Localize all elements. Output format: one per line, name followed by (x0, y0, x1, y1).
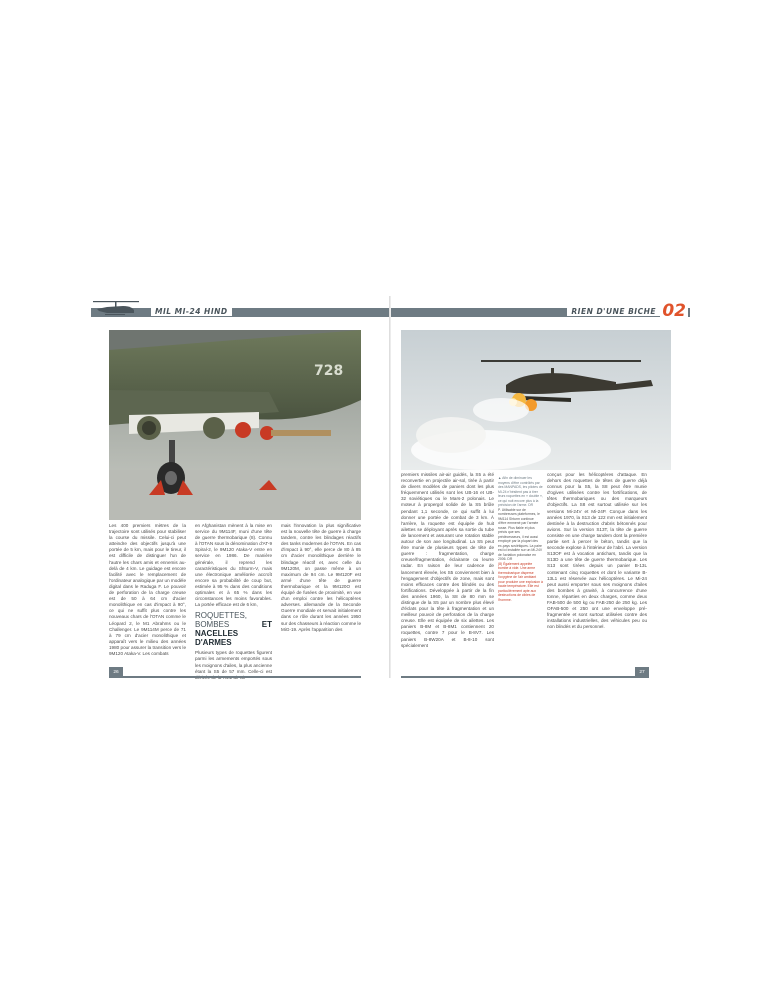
captions-column (498, 476, 543, 626)
running-title: MIL MI-24 HIND (151, 307, 232, 316)
left-column-1 (109, 523, 186, 665)
body-text: Les 400 premiers mètres de la trajectoire sont utilisés pour stabiliser la course du missile. Celui-ci peut atteindre des objectifs jusqu'à une portée de 5 km, mais pour le tireur, il est difficile de distinguer l'un de l'autre les chars amis et ennemis au-delà de 4 km. Le guidage est encore facilité avec le remplacement de l'ordinateur analogique par un modèle digital dans le Raduga F. Le pouvoir de perforation de la charge creuse est de 50 à 64 cm d'acier monolithique en cas d'impact à 90°, ce qui ne suffit plus contre les nouveaux chars de l'OTAN comme le Léopard 2, le M1 Abrahms ou le Challenger. Le 9M114M perce de 71 à 79 cm d'acier monolithique et apparaît vers le milieu des années 1980 pour assurer la transition vers le 9M120 Ataka-V. Les combats (109, 523, 186, 656)
body-text: en Afghanistan mènent à la mise en service du 9M114F, muni d'une tête de guerre thermobarique (8). Connu à l'OTAN sous la dénomination d'AT-9 Spiral-2, le 9M120 Ataka-V entre en service en 1986. De manière générale, il reprend les caractéristiques du Shturm-V, mais une électronique améliorée accroît encore sa probabilité de coup but, estimée à 95 % dans des conditions optimales et à 65 % dans les circonstances les moins favorables. La portée efficace est de 6 km, (195, 523, 272, 608)
right-header (391, 296, 690, 326)
subheading-accent: ET NACELLES D'ARMES (195, 620, 272, 648)
right-column-3 (547, 472, 647, 665)
footnote: (8) Également appelée bombe à vide. Une arme thermobarique disperse l'oxygène de l'air ambiant pour produire une explosion à haute température. Elle est particulièrement apte aux destructions de cibles de l'homme. (498, 561, 543, 602)
page-number: 26 (109, 667, 123, 678)
body-text: Plusieurs types de roquettes figurent parmi les armements emportés sous les moignons d'ailes, la plus ancienne étant la S5 de 57 mm. Celle-ci est (195, 650, 272, 674)
right-page (391, 296, 690, 678)
body-text: conçus pour les hélicoptères d'attaque. En dehors des roquettes de têtes de guerre déjà connus pour la S5, la S8 peut être munie d'ogives utilisées contre les fortifications, de têtes thermobariques ou des marqueurs d'objectifs. La S8 est surtout utilisée sur les versions Mi-24V et Mi-24P. Conçue dans les années 1970, la S13 de 122 mm est initialement destinée à la destruction d'abris bétonnés pour avions. Sur la version S13T, la tête de guerre consiste en une charge tandem dont la première partie sert à percer le béton, tandis que la seconde explose à l'intérieur de l'abri. La version S13OF est à vocation antichars, tandis que la S13D a une tête de guerre thermobarique. Les S13 sont tirées depuis un panier B-13L contenant cinq roquettes et dont le variante B-13L1 est réservée aux hélicoptères. Le Mi-24 peut aussi emporter sous ses moignons d'ailes des bombes à gravité, à concurrence d'une tonne, réparties en deux charges, comme deux FAB-500 de 500 kg ou FAB-250 de 250 kg. Les OFAB-500 et 250 ont une enveloppe pré-fragmentée et sont surtout utilisées contre des installations industrielles, des véhicules peu ou non blindés et du personnel. (547, 472, 647, 630)
body-text: premiers missiles air-air guidés, la S5 a été reconvertie en projectile air-sol, tirée à partir de divers modèles de paniers dont les plus fréquemment utilisés sont les UB-16 et UB-32 soviétiques ou le Mars-2 polonais. Le moteur à propergol solide de la S5 brûle pendant 1,1 seconde, ce qui suffit à lui donner une portée de combat de 3 km. À l'arrière, la roquette est équipée de huit ailettes se déployant après sa sortie du tube de lancement et assurant une rotation stable autour de son axe longitudinal. La S5 peut être munie de plusieurs types de tête de guerre : fragmentation, charge creuse/fragmentation, éclairante ou leurre radar. En raison de leur cadence de lancement élevée, les S5 conviennent bien à l'engagement d'objectifs de zone, mais sont moins efficaces contre des blindés ou des fortifications. Développée à partir de la fin des années 1960, la S8 de 80 mm se distingue de la S5 par un nombre plus élevé d'éclats pour la tête à fragmentation et un meilleur pouvoir de perforation de la charge creuse. Elle est équipée de six ailettes. Les paniers B-8M et B-8M1 contiennent 20 roquettes, contre 7 pour le B-8V7. Les paniers B-8W20A et B-8-10 sont spécialement (401, 472, 494, 648)
photo-helicopter-firing (401, 330, 671, 470)
chapter-number: 02 (662, 301, 686, 321)
section-subheading (195, 611, 272, 647)
helicopter-silhouette-icon (93, 299, 139, 319)
photo-caption: ▲ Afin de diminuer les moyens d'être contrôlés par des MANPADS, les pilotes de Mi-24 n'hésitent pas à tirer leurs roquettes en « double », ce qui nuit encore plus à la précision de l'arme. DR (498, 476, 543, 507)
left-column-2 (195, 523, 272, 674)
page-number: 27 (635, 667, 649, 678)
left-header (91, 296, 389, 326)
magazine-spread (91, 296, 690, 678)
left-page (91, 296, 389, 678)
running-title: RIEN D'UNE BICHE (567, 307, 660, 316)
left-column-3 (281, 523, 361, 665)
right-column-1 (401, 472, 494, 665)
svg-text:728: 728 (314, 363, 344, 379)
photo-caption: P. Utilisable sur de nombreuses plateformes, le 9M114 Shturm continue d'être emmené par l'armée russe. Plus fiable et plus précis que ses prédécesseurs, il est aussi employé par la plupart des ex-pays soviétiques. La paire est ici installée sur un Mi-24V de l'aviation polonaise en 2006. DR (498, 507, 543, 561)
photo-helicopter-rockets (109, 330, 361, 520)
body-text: mais l'innovation la plus significative est la nouvelle tête de guerre à charge tandem, contre les blindages réactifs des tanks modernes de l'OTAN. En cas d'impact à 90°, elle perce de 80 à 85 cm d'acier monolithique derrière le blindage réactif et, avec celle du 9M120M, on passe même à un maximum de 94 cm. Le 9M120F est armé d'une tête de guerre thermobarique et la 9M120O est équipé de fusées de proximité, en vue d'un emploi contre les hélicoptères adverses. allemande de la Seconde Guerre mondiale et servait initialement dans ce rôle durant les années 1950 sur des chasseurs à réaction comme le MiG-19. Après l'apparition des (281, 523, 361, 632)
right-footer (391, 667, 690, 678)
footer-rule (401, 676, 635, 678)
left-footer (91, 667, 389, 678)
footer-rule (123, 676, 361, 678)
subheading-part: ROQUETTES, BOMBES (195, 611, 262, 630)
